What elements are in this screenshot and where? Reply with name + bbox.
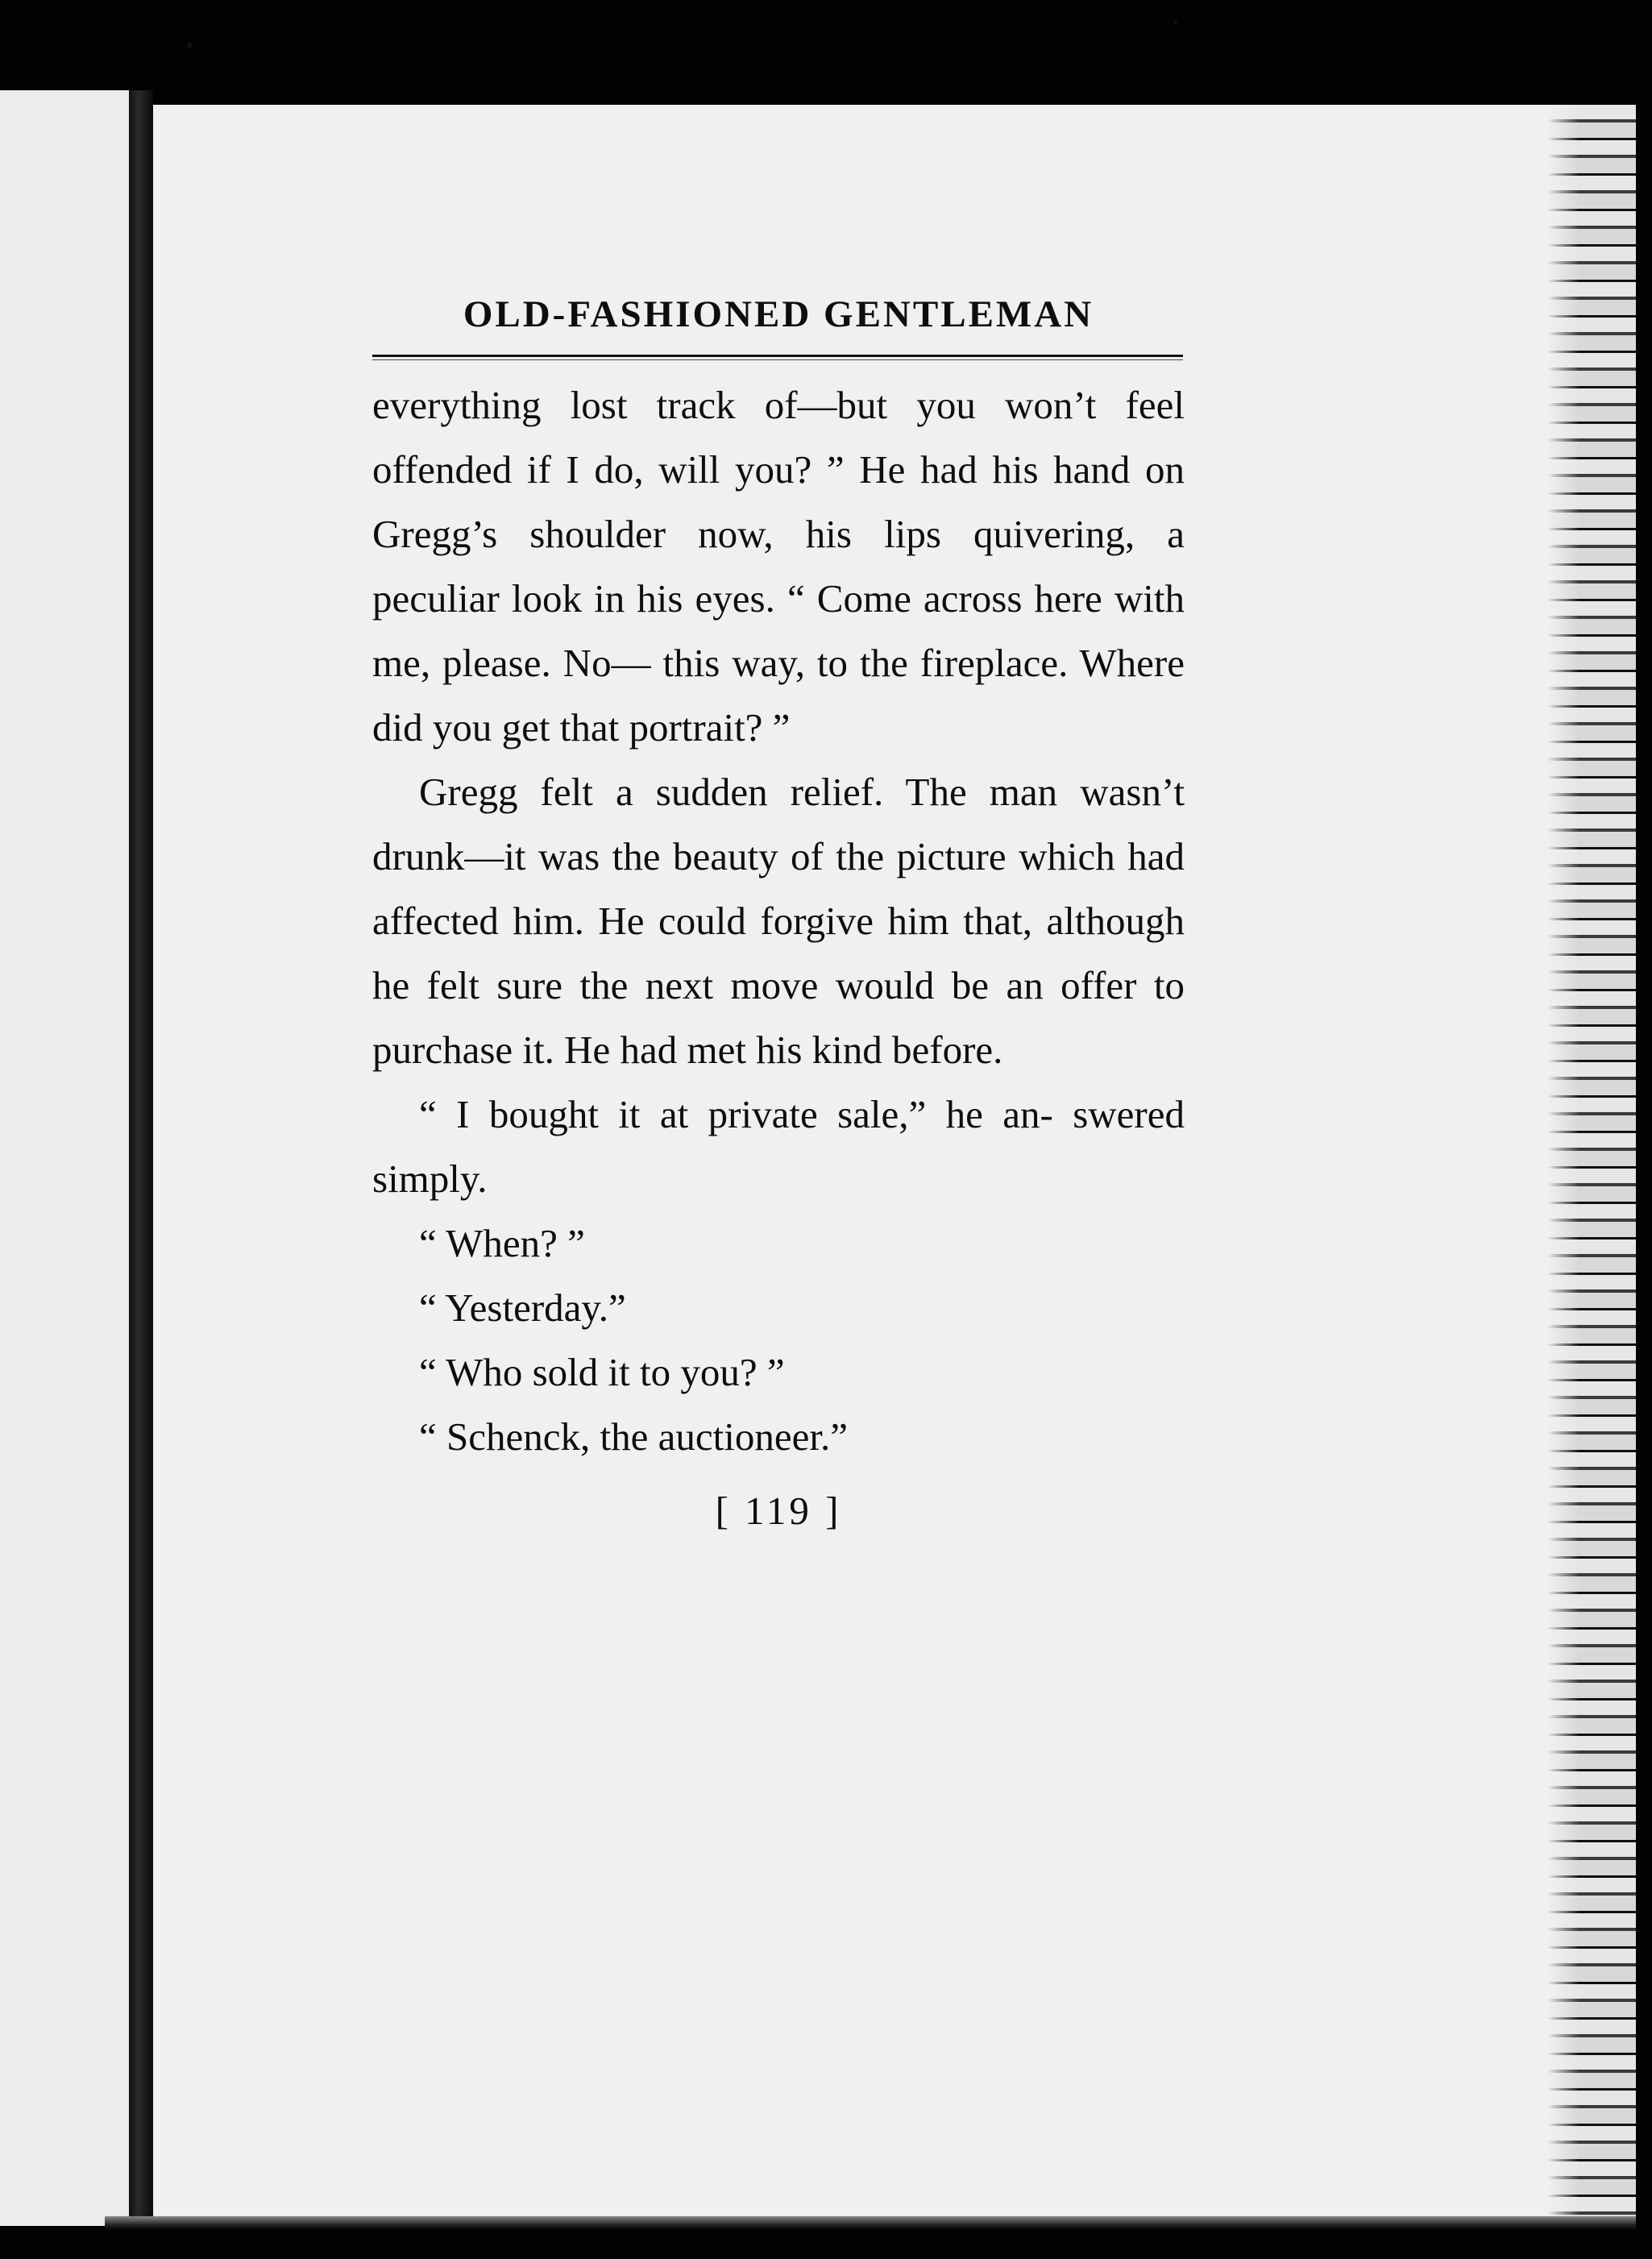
dust-speck: [1173, 21, 1177, 25]
paragraph: “ When? ”: [419, 1221, 585, 1265]
dust-speck: [187, 42, 192, 49]
paragraph: “ Who sold it to you? ”: [419, 1350, 785, 1394]
facing-page-edge: [0, 90, 129, 2226]
page-bottom-edge: [105, 2216, 1636, 2231]
book-gutter: [129, 90, 153, 2226]
body-text: [372, 373, 1185, 1469]
paragraph: “ I bought it at private sale,” he an- swered simply.: [372, 1092, 1185, 1201]
paragraph: “ Schenck, the auctioneer.”: [419, 1414, 848, 1459]
running-head: OLD-FASHIONED GENTLEMAN: [463, 293, 1094, 335]
paragraph: Gregg felt a sudden relief. The man wasn’t drunk—it was the beauty of the picture which had affected him. He could forgive him that, although he felt sure the next move would be an offer to purchase it. He had met his kind before.: [372, 770, 1185, 1072]
page-text-block: [372, 290, 1185, 1543]
page-fore-edge: [1547, 105, 1636, 2216]
page-number: [ 119 ]: [715, 1489, 842, 1533]
header-rule: [372, 355, 1183, 360]
paragraph: “ Yesterday.”: [419, 1285, 626, 1330]
paragraph: everything lost track of—but you won’t feel offended if I do, will you? ” He had his hand on Gregg’s shoulder now, his lips quivering, a peculiar look in his eyes. “ Come across here with me, please. No— this way, to the fireplace. Where did you get that portrait? ”: [372, 383, 1185, 750]
